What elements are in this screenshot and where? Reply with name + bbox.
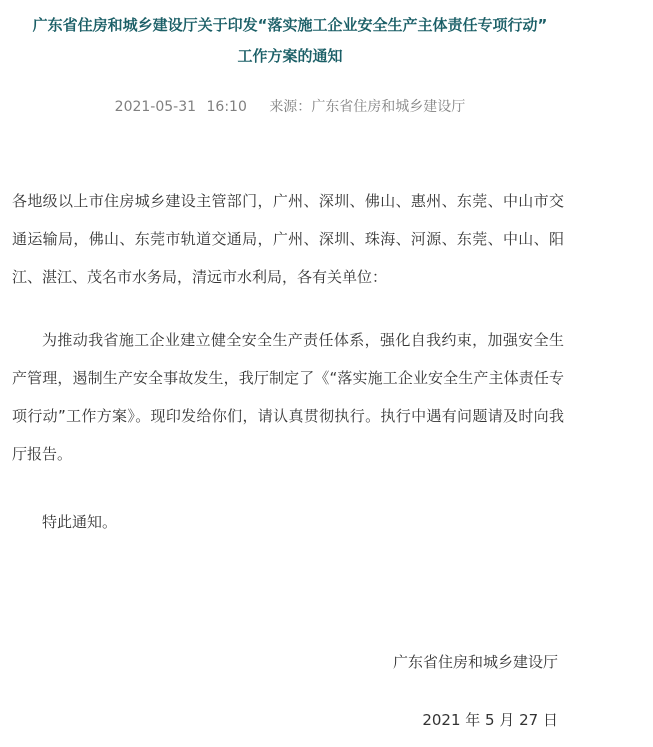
source-name: 广东省住房和城乡建设厅 (311, 99, 466, 115)
source-label: 来源： (269, 99, 312, 115)
notice-title-line-1: 广东省住房和城乡建设厅关于印发“落实施工企业安全生产主体责任专项行动” (32, 16, 548, 34)
body-paragraph: 为推动我省施工企业建立健全安全生产责任体系，强化自我约束，加强安全生产管理，遏制生产安全事故发生，我厅制定了《“落实施工企业安全生产主体责任专项行动”工作方案》。现印发给你们，请认真贯彻执行。执行中遇有问题请及时向我厅报告。 (12, 331, 564, 463)
publish-date: 2021-05-31 (114, 99, 197, 115)
publish-time: 16:10 (206, 99, 247, 115)
notice-meta (0, 97, 580, 117)
notice-title-line-2: 工作方案的通知 (237, 47, 343, 65)
signature-organization: 广东省住房和城乡建设厅 (392, 653, 558, 671)
salutation-paragraph: 各地级以上市住房城乡建设主管部门，广州、深圳、佛山、惠州、东莞、中山市交通运输局，佛山、东莞市轨道交通局，广州、深圳、珠海、河源、东莞、中山、阳江、湛江、茂名市水务局，清远市水利局，各有关单位： (12, 192, 564, 286)
closing-paragraph: 特此通知。 (42, 513, 118, 531)
signature-date: 2021 年 5 月 27 日 (422, 711, 558, 729)
